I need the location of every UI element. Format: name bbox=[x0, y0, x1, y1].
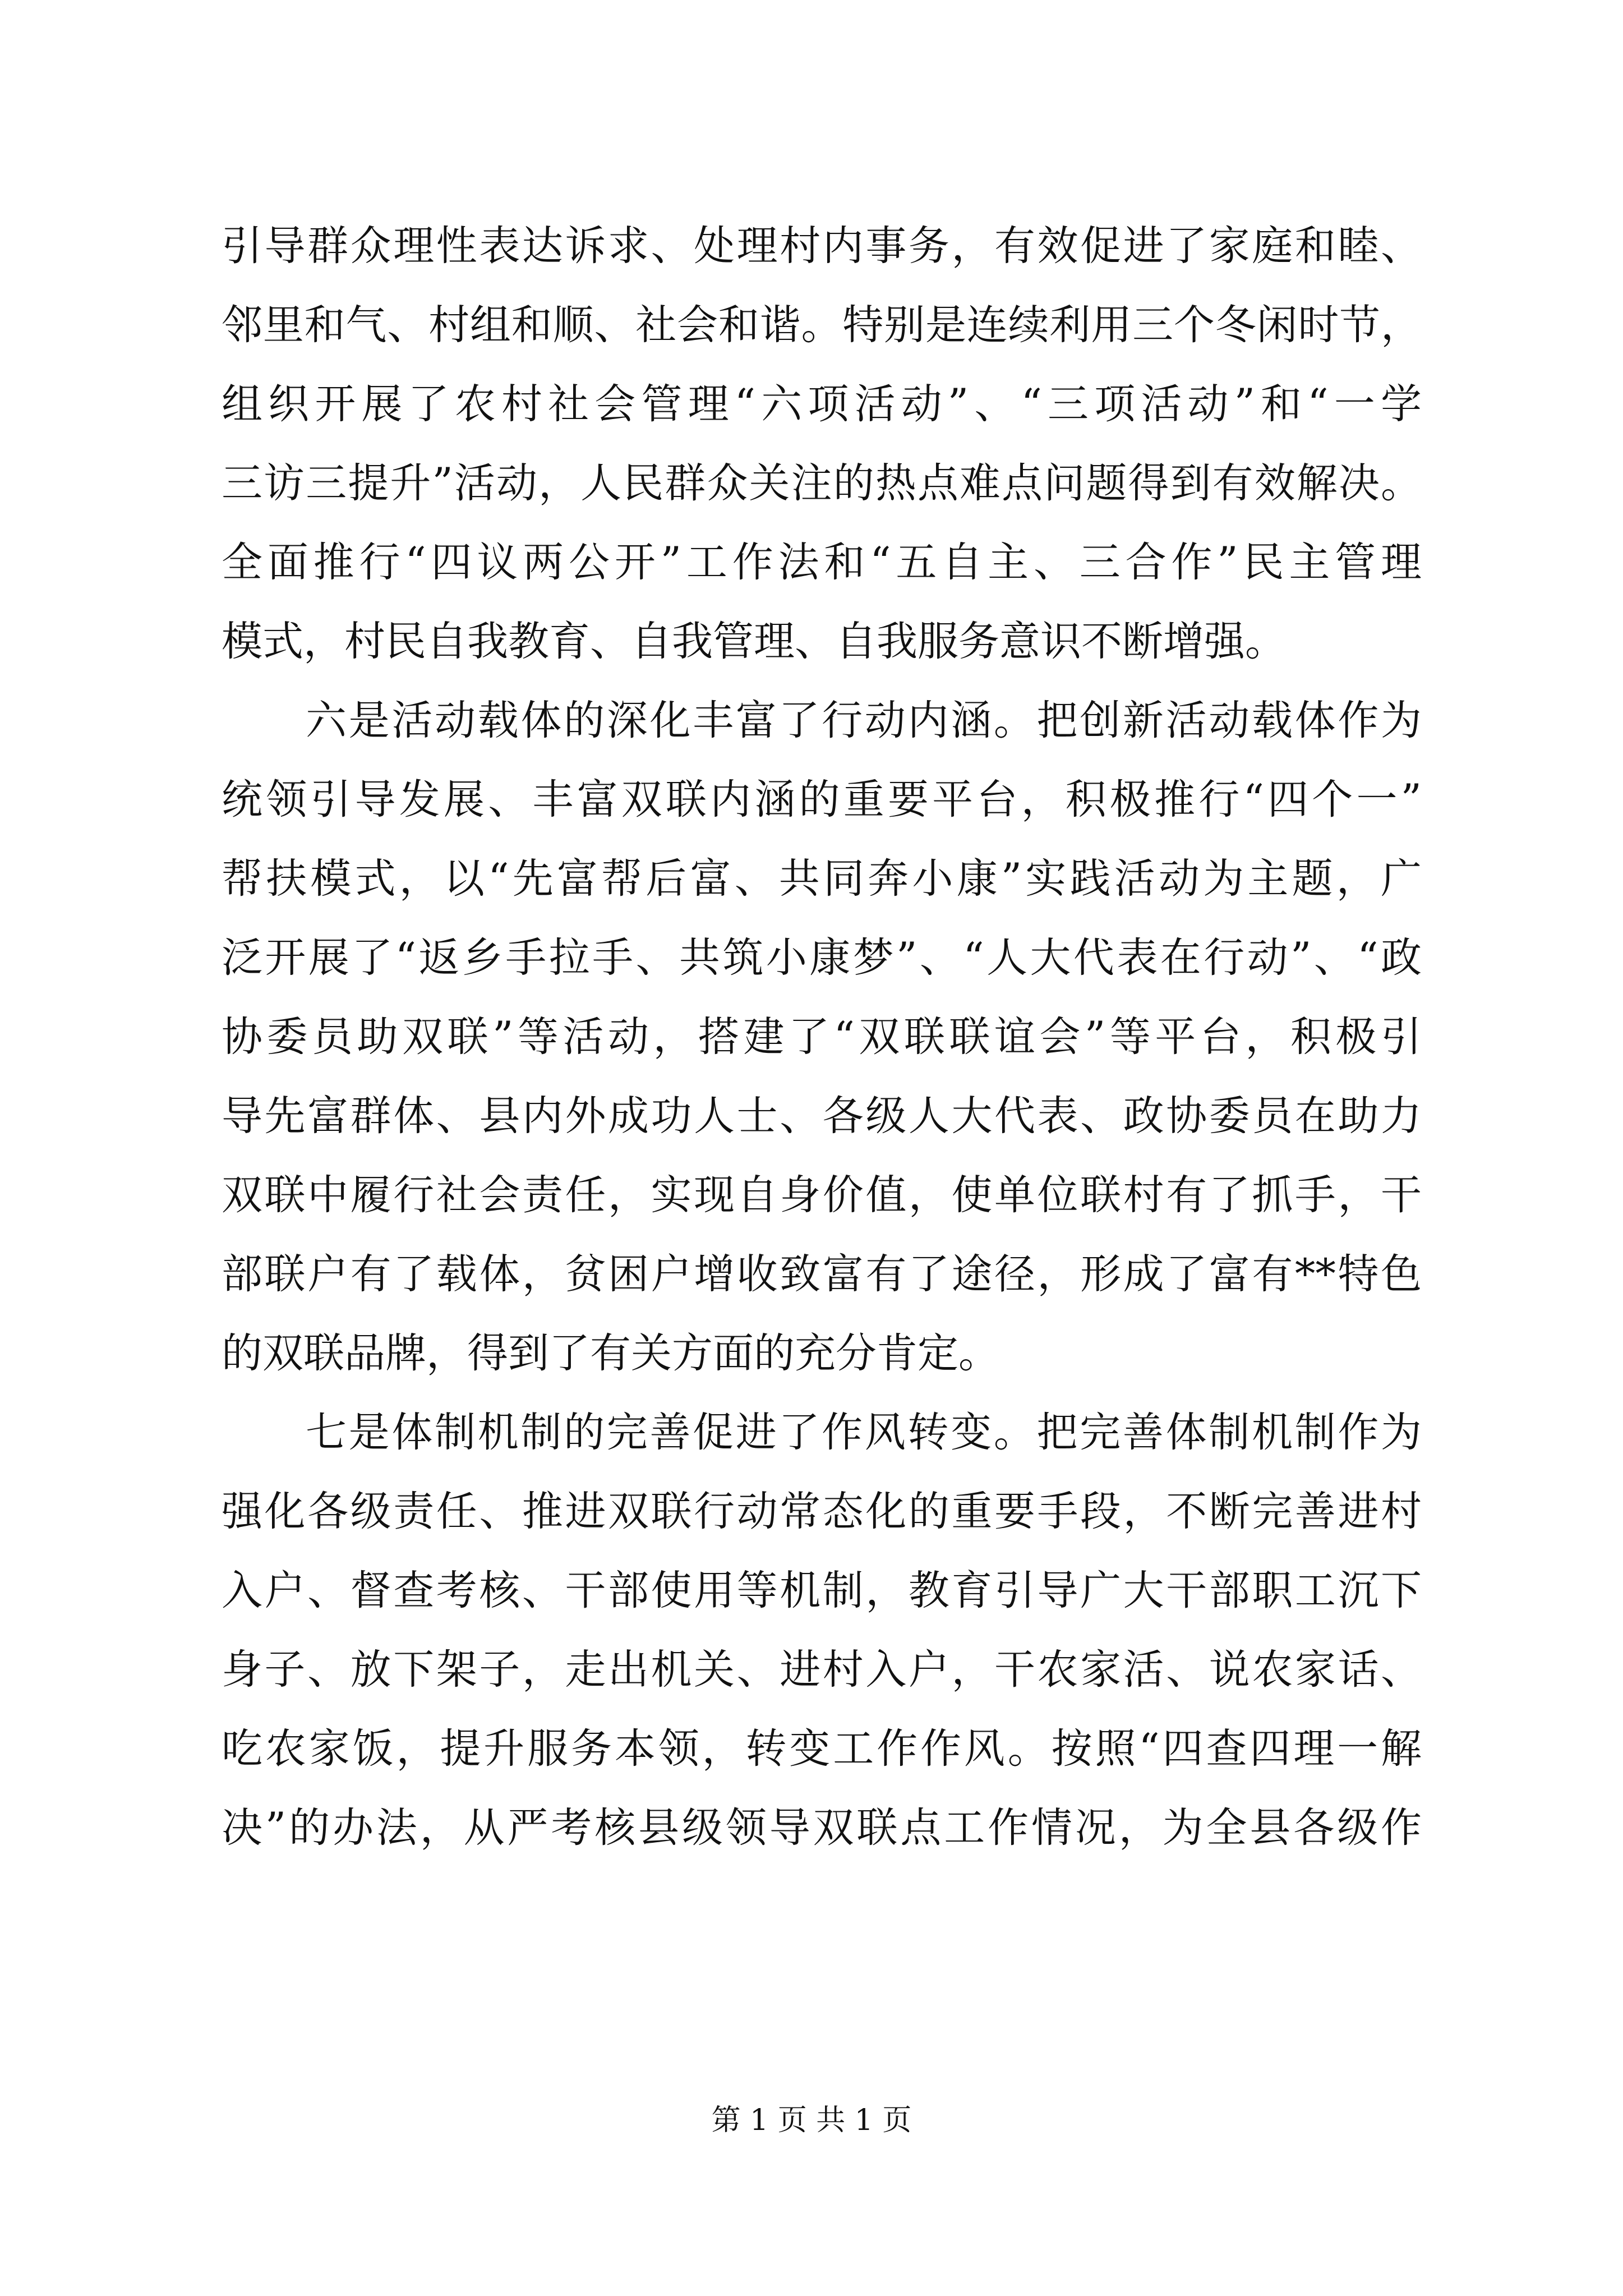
text-line: 引导群众理性表达诉求、处理村内事务，有效促进了家庭和睦、 bbox=[222, 222, 1422, 270]
text-line: 导先富群体、县内外成功人士、各级人大代表、政协委员在助力 bbox=[222, 1092, 1422, 1140]
paragraph bbox=[222, 206, 1422, 681]
text-line: 泛开展了“返乡手拉手、共筑小康梦”、“人大代表在行动”、“政 bbox=[222, 934, 1422, 982]
text-line: 吃农家饭，提升服务本领，转变工作作风。按照“四查四理一解 bbox=[222, 1725, 1422, 1773]
paragraph bbox=[222, 1393, 1422, 1867]
text-line: 双联中履行社会责任，实现自身价值，使单位联村有了抓手，干 bbox=[222, 1171, 1422, 1219]
text-line: 全面推行“四议两公开”工作法和“五自主、三合作”民主管理 bbox=[222, 539, 1422, 586]
text-line: 的双联品牌，得到了有关方面的充分肯定。 bbox=[222, 1329, 999, 1377]
text-line: 模式，村民自我教育、自我管理、自我服务意识不断增强。 bbox=[222, 618, 1286, 665]
text-line: 三访三提升”活动，人民群众关注的热点难点问题得到有效解决。 bbox=[222, 459, 1422, 507]
text-line: 六是活动载体的深化丰富了行动内涵。把创新活动载体作为 bbox=[306, 697, 1422, 744]
text-line: 邻里和气、村组和顺、社会和谐。特别是连续利用三个冬闲时节， bbox=[222, 301, 1422, 349]
text-line: 强化各级责任、推进双联行动常态化的重要手段，不断完善进村 bbox=[222, 1488, 1422, 1535]
text-line: 组织开展了农村社会管理“六项活动”、“三项活动”和“一学 bbox=[222, 380, 1422, 428]
text-line: 入户、督查考核、干部使用等机制，教育引导广大干部职工沉下 bbox=[222, 1567, 1422, 1614]
text-line: 七是体制机制的完善促进了作风转变。把完善体制机制作为 bbox=[306, 1409, 1422, 1456]
text-line: 协委员助双联”等活动，搭建了“双联联谊会”等平台，积极引 bbox=[222, 1013, 1422, 1061]
page-footer bbox=[0, 2101, 1623, 2140]
text-line: 决”的办法，从严考核县级领导双联点工作情况，为全县各级作 bbox=[222, 1804, 1422, 1852]
text-line: 帮扶模式，以“先富帮后富、共同奔小康”实践活动为主题，广 bbox=[222, 855, 1422, 903]
text-line: 身子、放下架子，走出机关、进村入户，干农家活、说农家话、 bbox=[222, 1646, 1422, 1694]
text-line: 部联户有了载体，贫困户增收致富有了途径，形成了富有**特色 bbox=[222, 1250, 1422, 1298]
page-number-label: 第 1 页 共 1 页 bbox=[711, 2104, 912, 2137]
paragraph bbox=[222, 681, 1422, 1393]
document-body bbox=[222, 206, 1422, 1867]
text-line: 统领引导发展、丰富双联内涵的重要平台，积极推行“四个一” bbox=[222, 776, 1422, 823]
